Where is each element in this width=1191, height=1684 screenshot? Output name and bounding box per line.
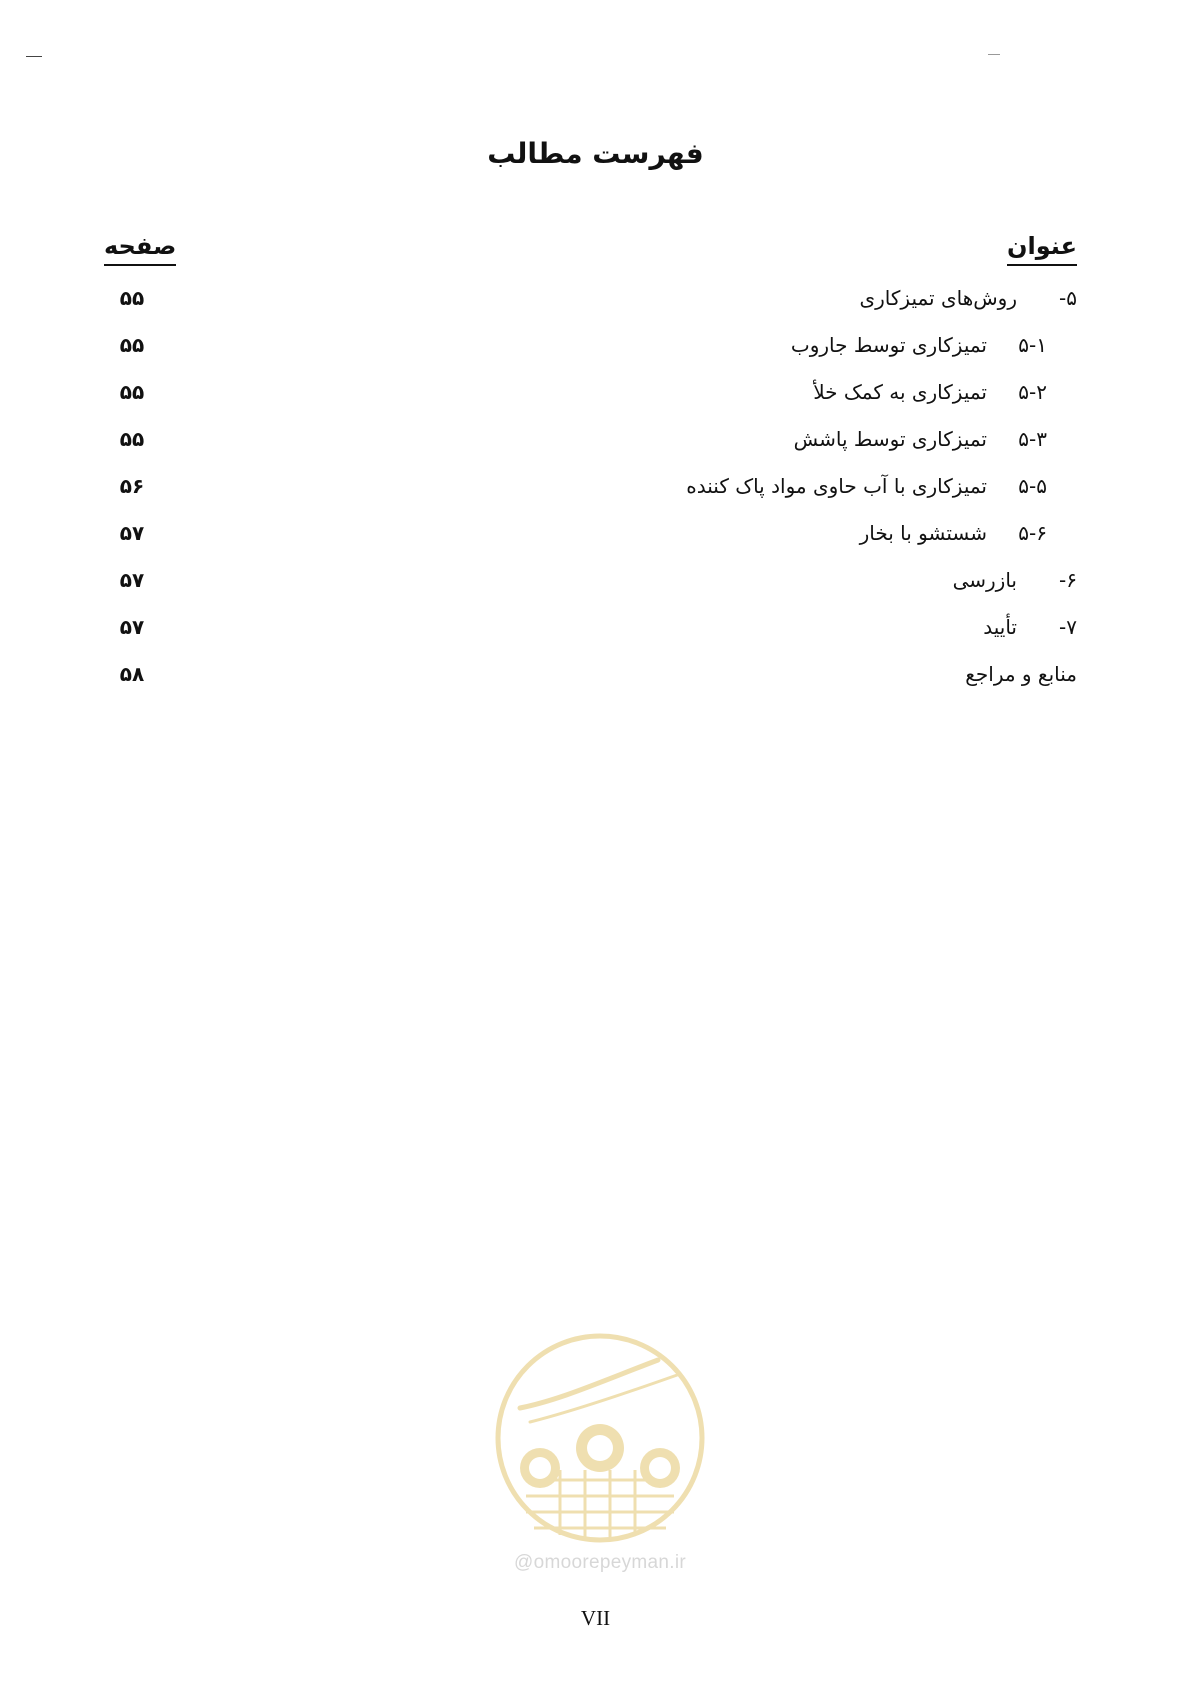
toc-entry-title: تمیزکاری با آب حاوی مواد پاک کننده: [686, 474, 987, 498]
toc-entry-page: ۵۵: [119, 380, 145, 404]
toc-entry[interactable]: [0, 420, 1191, 464]
toc-entry-number: ۵-۶: [1018, 521, 1047, 545]
toc-entry-number: ۵-۱: [1018, 333, 1047, 357]
toc-entry-title: تمیزکاری به کمک خلأ: [813, 380, 987, 404]
toc-entry-page: ۵۵: [119, 427, 145, 451]
watermark-seal-icon: [490, 1330, 710, 1545]
toc-entry-title: روش‌های تمیزکاری: [859, 286, 1017, 310]
toc-entry-page: ۵۷: [119, 568, 145, 592]
toc-entry-page: ۵۶: [119, 474, 145, 498]
toc-entry[interactable]: [0, 655, 1191, 699]
column-header-page: صفحه: [104, 232, 176, 266]
column-header-title: عنوان: [1007, 232, 1077, 266]
toc-entry-number: ۵-: [1059, 286, 1077, 310]
watermark-logo: [490, 1330, 710, 1573]
toc-entry-page: ۵۸: [119, 662, 145, 686]
toc-entry[interactable]: [0, 608, 1191, 652]
toc-entry[interactable]: [0, 373, 1191, 417]
toc-entry[interactable]: [0, 326, 1191, 370]
toc-entry-title: تأیید: [983, 615, 1017, 639]
toc-entry[interactable]: [0, 514, 1191, 558]
toc-entry-number: ۷-: [1059, 615, 1077, 639]
margin-mark-left: [26, 56, 42, 57]
page-title: فهرست مطالب: [487, 136, 704, 170]
watermark-site: @omoorepeyman.ir: [514, 1552, 686, 1573]
toc-entry-page: ۵۷: [119, 615, 145, 639]
toc-entry-page: ۵۵: [119, 333, 145, 357]
toc-entry-title: شستشو با بخار: [859, 521, 987, 545]
toc-entry-number: ۵-۳: [1018, 427, 1047, 451]
toc-entry-title: بازرسی: [952, 568, 1017, 592]
toc-entry[interactable]: [0, 467, 1191, 511]
toc-entry-number: ۶-: [1059, 568, 1077, 592]
toc-entry-number: ۵-۵: [1018, 474, 1047, 498]
toc-entry-page: ۵۷: [119, 521, 145, 545]
toc-entry[interactable]: [0, 561, 1191, 605]
toc-entry-title: تمیزکاری توسط جاروب: [790, 333, 987, 357]
toc-entry-number: ۵-۲: [1018, 380, 1047, 404]
toc-entry-title: تمیزکاری توسط پاشش: [793, 427, 987, 451]
page-number: VII: [580, 1606, 611, 1630]
toc-entry-page: ۵۵: [119, 286, 145, 310]
toc-entry[interactable]: [0, 279, 1191, 323]
margin-mark-right: [988, 54, 1000, 55]
toc-entry-title: منابع و مراجع: [965, 662, 1077, 686]
